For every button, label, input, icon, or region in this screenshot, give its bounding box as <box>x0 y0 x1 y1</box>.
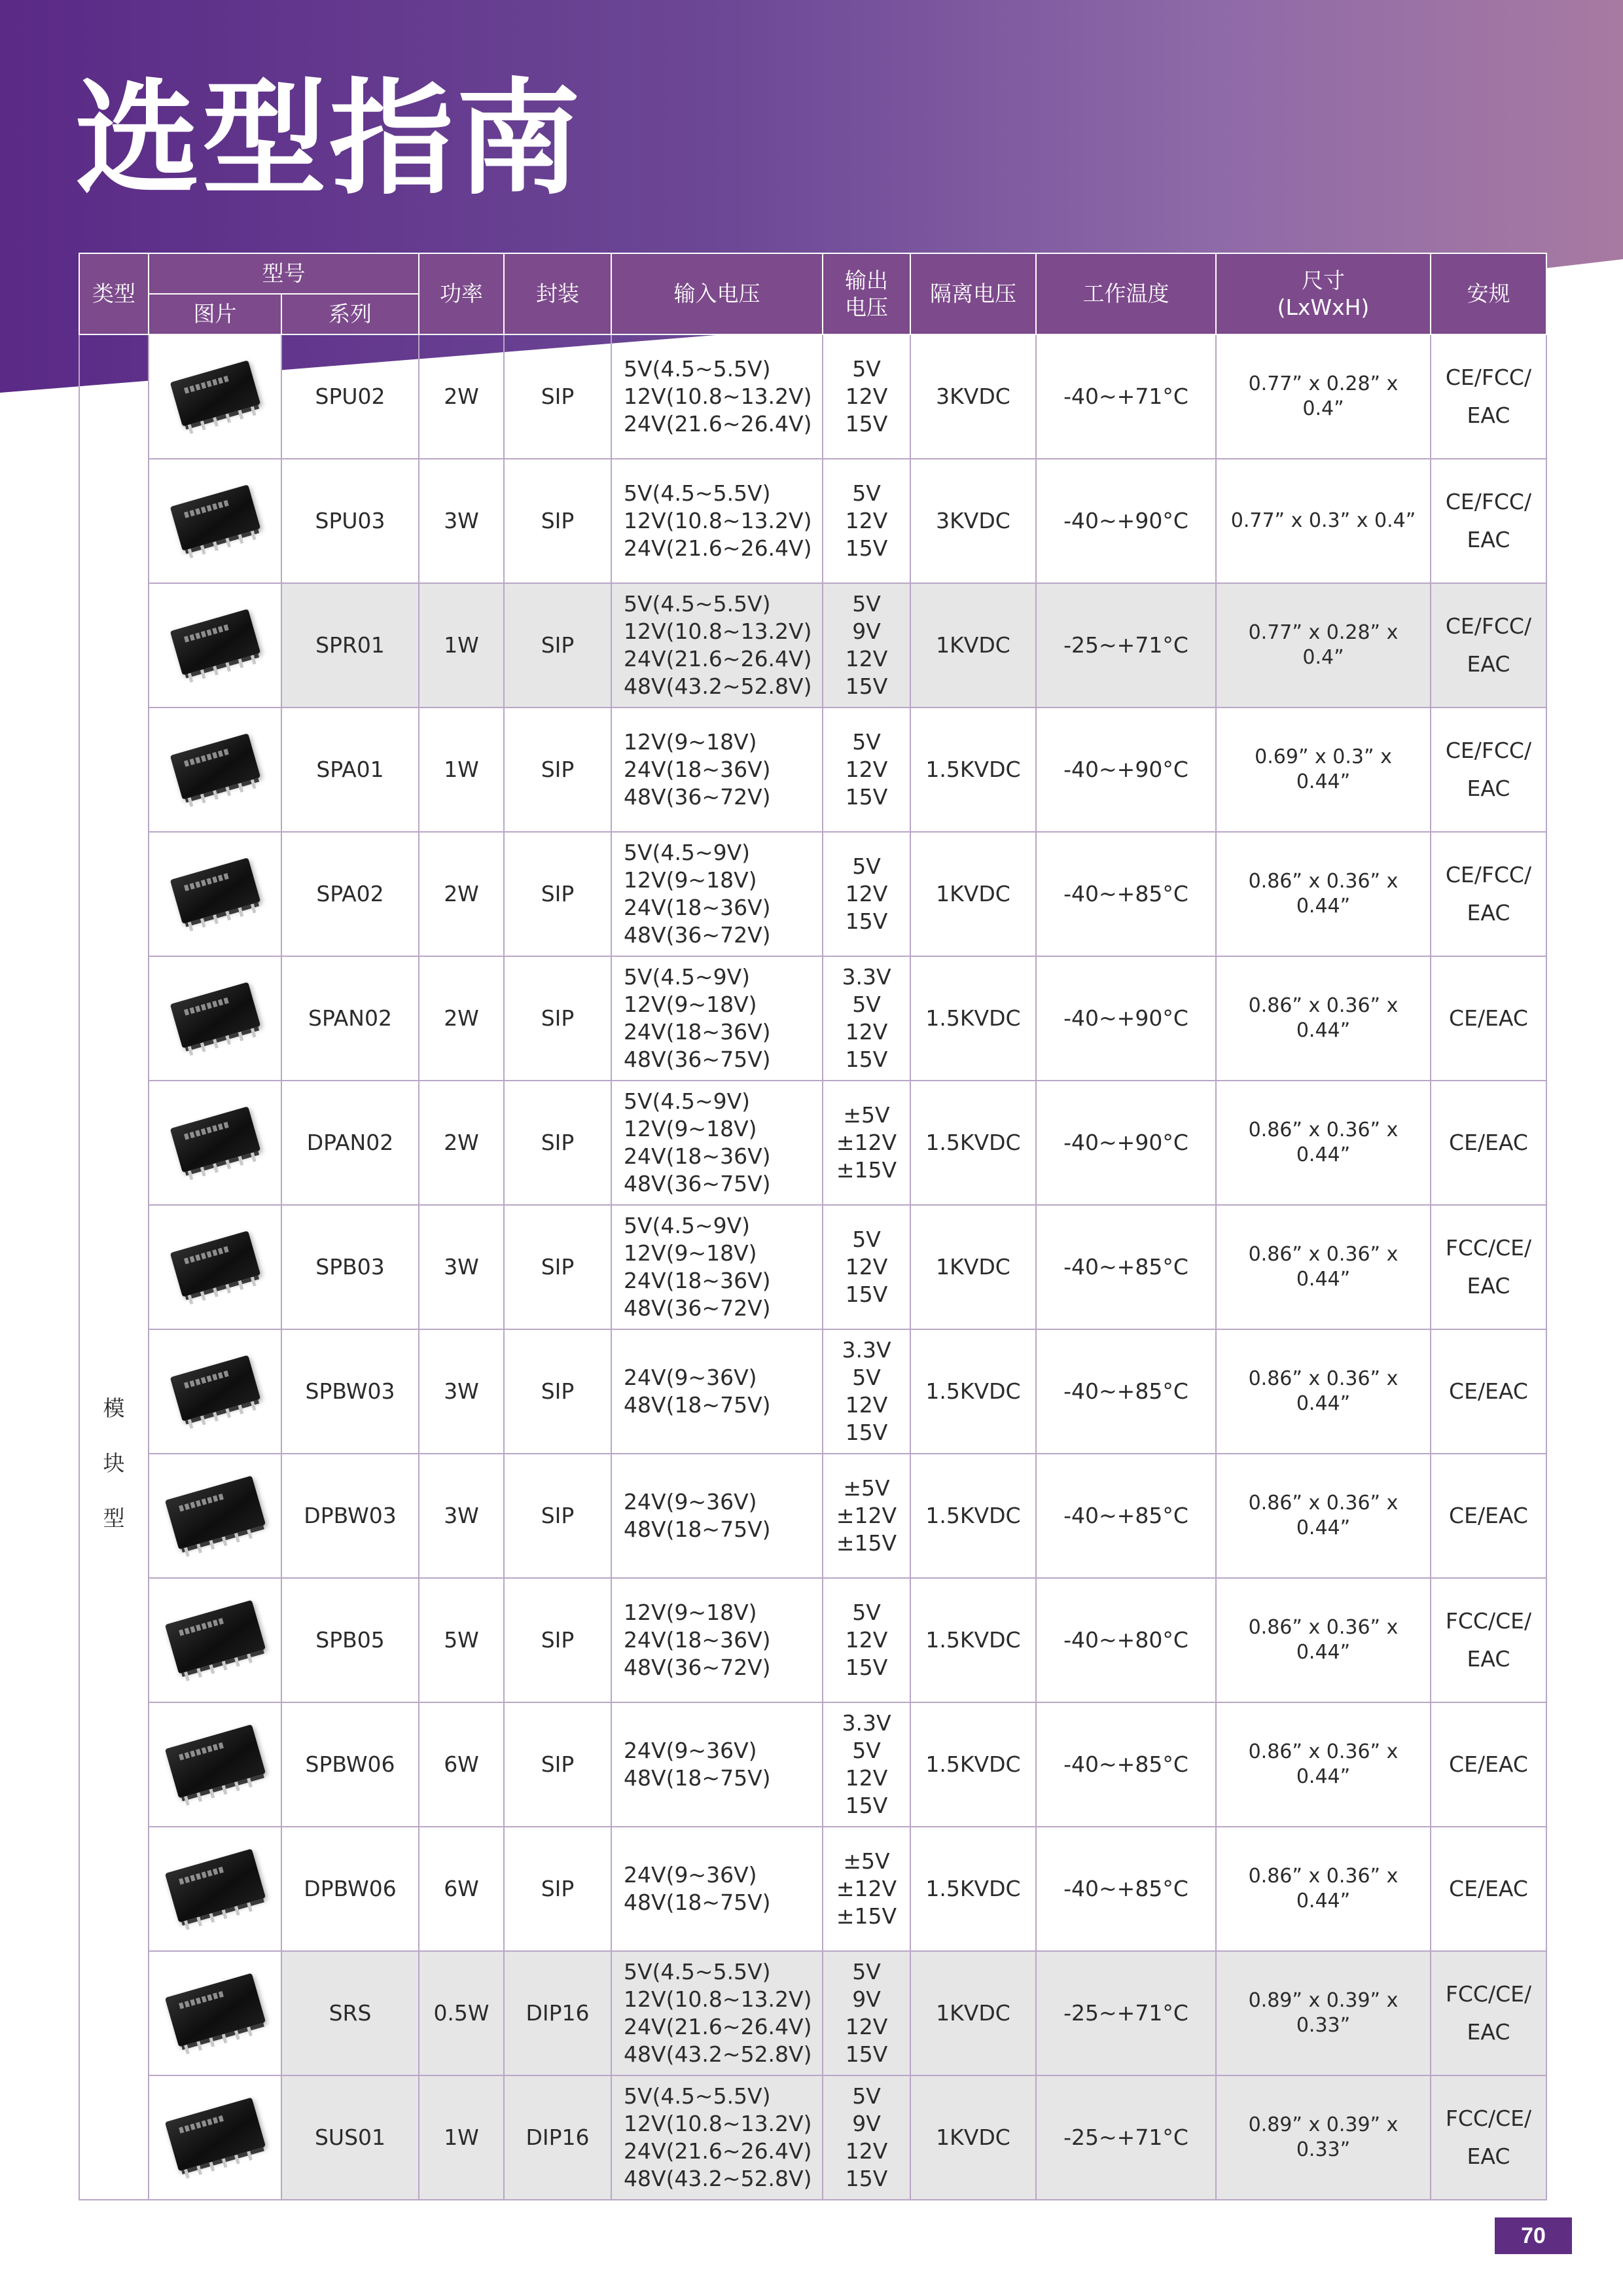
input-voltage-cell: 5V(4.5~5.5V) 12V(10.8~13.2V) 24V(21.6~26.4V) <box>611 334 823 459</box>
temperature-cell: -40~+85°C <box>1036 1454 1216 1578</box>
col-header-power: 功率 <box>419 253 504 334</box>
package-cell: DIP16 <box>504 2075 611 2200</box>
series-cell: SRS <box>281 1951 419 2075</box>
module-photo-icon <box>169 1230 260 1297</box>
cert-cell: FCC/CE/ EAC <box>1431 1951 1546 2075</box>
output-voltage-cell: ±5V ±12V ±15V <box>823 1454 910 1578</box>
output-voltage-cell: 5V 12V 15V <box>823 708 910 832</box>
temperature-cell: -40~+90°C <box>1036 1081 1216 1205</box>
product-photo <box>149 708 281 832</box>
cert-cell: FCC/CE/ EAC <box>1431 2075 1546 2200</box>
series-cell: DPAN02 <box>281 1081 419 1205</box>
series-cell: SPU03 <box>281 459 419 583</box>
series-cell: SPR01 <box>281 583 419 708</box>
cert-cell: CE/FCC/ EAC <box>1431 708 1546 832</box>
temperature-cell: -25~+71°C <box>1036 1951 1216 2075</box>
series-cell: SPA01 <box>281 708 419 832</box>
package-cell: SIP <box>504 583 611 708</box>
isolation-cell: 3KVDC <box>910 459 1036 583</box>
cert-cell: CE/EAC <box>1431 1329 1546 1454</box>
series-cell: DPBW03 <box>281 1454 419 1578</box>
module-photo-icon <box>164 1849 265 1923</box>
product-photo <box>149 1827 281 1951</box>
package-cell: SIP <box>504 1702 611 1827</box>
power-cell: 3W <box>419 1205 504 1329</box>
series-cell: SPAN02 <box>281 956 419 1081</box>
table-row <box>79 583 1546 708</box>
isolation-cell: 1KVDC <box>910 2075 1036 2200</box>
size-cell: 0.86” x 0.36” x 0.44” <box>1216 832 1431 956</box>
output-voltage-cell: 5V 12V 15V <box>823 1578 910 1702</box>
table-row <box>79 1827 1546 1951</box>
power-cell: 3W <box>419 1454 504 1578</box>
module-photo-icon <box>169 609 260 675</box>
package-cell: SIP <box>504 1578 611 1702</box>
series-cell: SPU02 <box>281 334 419 459</box>
isolation-cell: 1.5KVDC <box>910 708 1036 832</box>
temperature-cell: -25~+71°C <box>1036 2075 1216 2200</box>
power-cell: 3W <box>419 1329 504 1454</box>
col-header-isolation: 隔离电压 <box>910 253 1036 334</box>
cert-cell: CE/FCC/ EAC <box>1431 334 1546 459</box>
table-row <box>79 1702 1546 1827</box>
size-cell: 0.77” x 0.28” x 0.4” <box>1216 583 1431 708</box>
cert-cell: CE/EAC <box>1431 1702 1546 1827</box>
series-cell: SPBW06 <box>281 1702 419 1827</box>
size-cell: 0.86” x 0.36” x 0.44” <box>1216 1205 1431 1329</box>
isolation-cell: 1KVDC <box>910 1951 1036 2075</box>
size-cell: 0.89” x 0.39” x 0.33” <box>1216 2075 1431 2200</box>
package-cell: SIP <box>504 1454 611 1578</box>
output-voltage-cell: ±5V ±12V ±15V <box>823 1827 910 1951</box>
col-header-series: 系列 <box>281 294 419 334</box>
selection-guide-table <box>79 253 1547 2200</box>
package-cell: SIP <box>504 459 611 583</box>
cert-cell: FCC/CE/ EAC <box>1431 1205 1546 1329</box>
temperature-cell: -40~+90°C <box>1036 708 1216 832</box>
input-voltage-cell: 24V(9~36V) 48V(18~75V) <box>611 1702 823 1827</box>
package-cell: SIP <box>504 1205 611 1329</box>
size-cell: 0.77” x 0.3” x 0.4” <box>1216 459 1431 583</box>
isolation-cell: 1.5KVDC <box>910 1454 1036 1578</box>
output-voltage-cell: 3.3V 5V 12V 15V <box>823 956 910 1081</box>
input-voltage-cell: 12V(9~18V) 24V(18~36V) 48V(36~72V) <box>611 1578 823 1702</box>
table-row <box>79 1329 1546 1454</box>
product-photo <box>149 832 281 956</box>
page-title: 选型指南 <box>75 67 584 211</box>
temperature-cell: -40~+85°C <box>1036 1827 1216 1951</box>
cert-cell: FCC/CE/ EAC <box>1431 1578 1546 1702</box>
temperature-cell: -40~+85°C <box>1036 1702 1216 1827</box>
cert-cell: CE/EAC <box>1431 1454 1546 1578</box>
cert-cell: CE/FCC/ EAC <box>1431 459 1546 583</box>
output-voltage-cell: 5V 12V 15V <box>823 1205 910 1329</box>
size-cell: 0.86” x 0.36” x 0.44” <box>1216 1081 1431 1205</box>
cert-cell: CE/EAC <box>1431 1081 1546 1205</box>
temperature-cell: -40~+71°C <box>1036 334 1216 459</box>
module-photo-icon <box>169 360 260 426</box>
series-cell: DPBW06 <box>281 1827 419 1951</box>
module-photo-icon <box>164 2098 265 2172</box>
series-cell: SPB03 <box>281 1205 419 1329</box>
package-cell: SIP <box>504 832 611 956</box>
isolation-cell: 1.5KVDC <box>910 1578 1036 1702</box>
module-photo-icon <box>164 1600 265 1674</box>
package-cell: SIP <box>504 334 611 459</box>
size-cell: 0.69” x 0.3” x 0.44” <box>1216 708 1431 832</box>
input-voltage-cell: 5V(4.5~9V) 12V(9~18V) 24V(18~36V) 48V(36~75V) <box>611 1081 823 1205</box>
package-cell: SIP <box>504 1081 611 1205</box>
product-photo <box>149 1951 281 2075</box>
series-cell: SPA02 <box>281 832 419 956</box>
temperature-cell: -40~+90°C <box>1036 459 1216 583</box>
temperature-cell: -40~+85°C <box>1036 1205 1216 1329</box>
output-voltage-cell: 5V 12V 15V <box>823 334 910 459</box>
power-cell: 2W <box>419 832 504 956</box>
table-row <box>79 956 1546 1081</box>
input-voltage-cell: 12V(9~18V) 24V(18~36V) 48V(36~72V) <box>611 708 823 832</box>
output-voltage-cell: 5V 9V 12V 15V <box>823 583 910 708</box>
output-voltage-cell: ±5V ±12V ±15V <box>823 1081 910 1205</box>
isolation-cell: 1KVDC <box>910 583 1036 708</box>
power-cell: 1W <box>419 583 504 708</box>
module-photo-icon <box>169 733 260 799</box>
cert-cell: CE/FCC/ EAC <box>1431 832 1546 956</box>
power-cell: 3W <box>419 459 504 583</box>
power-cell: 1W <box>419 708 504 832</box>
input-voltage-cell: 5V(4.5~5.5V) 12V(10.8~13.2V) 24V(21.6~26.4V) <box>611 459 823 583</box>
table-row <box>79 1578 1546 1702</box>
temperature-cell: -25~+71°C <box>1036 583 1216 708</box>
module-photo-icon <box>169 1355 260 1421</box>
isolation-cell: 1.5KVDC <box>910 1827 1036 1951</box>
power-cell: 0.5W <box>419 1951 504 2075</box>
col-header-type: 类型 <box>79 253 149 334</box>
isolation-cell: 1KVDC <box>910 1205 1036 1329</box>
package-cell: SIP <box>504 1329 611 1454</box>
size-cell: 0.86” x 0.36” x 0.44” <box>1216 1454 1431 1578</box>
temperature-cell: -40~+85°C <box>1036 832 1216 956</box>
module-photo-icon <box>169 857 260 924</box>
product-photo <box>149 1081 281 1205</box>
table-row <box>79 708 1546 832</box>
temperature-cell: -40~+80°C <box>1036 1578 1216 1702</box>
cert-cell: CE/EAC <box>1431 1827 1546 1951</box>
power-cell: 2W <box>419 1081 504 1205</box>
output-voltage-cell: 5V 9V 12V 15V <box>823 1951 910 2075</box>
power-cell: 1W <box>419 2075 504 2200</box>
cert-cell: CE/FCC/ EAC <box>1431 583 1546 708</box>
series-cell: SPBW03 <box>281 1329 419 1454</box>
product-photo <box>149 1329 281 1454</box>
input-voltage-cell: 5V(4.5~9V) 12V(9~18V) 24V(18~36V) 48V(36~75V) <box>611 956 823 1081</box>
output-voltage-cell: 5V 9V 12V 15V <box>823 2075 910 2200</box>
col-header-picture: 图片 <box>149 294 281 334</box>
output-voltage-cell: 3.3V 5V 12V 15V <box>823 1702 910 1827</box>
col-header-package: 封装 <box>504 253 611 334</box>
product-photo <box>149 1205 281 1329</box>
output-voltage-cell: 5V 12V 15V <box>823 459 910 583</box>
module-photo-icon <box>169 982 260 1048</box>
product-photo <box>149 583 281 708</box>
input-voltage-cell: 5V(4.5~5.5V) 12V(10.8~13.2V) 24V(21.6~26.4V) 48V(43.2~52.8V) <box>611 2075 823 2200</box>
output-voltage-cell: 5V 12V 15V <box>823 832 910 956</box>
size-cell: 0.86” x 0.36” x 0.44” <box>1216 1329 1431 1454</box>
isolation-cell: 3KVDC <box>910 334 1036 459</box>
power-cell: 5W <box>419 1578 504 1702</box>
product-photo <box>149 459 281 583</box>
module-photo-icon <box>164 1476 265 1550</box>
input-voltage-cell: 5V(4.5~5.5V) 12V(10.8~13.2V) 24V(21.6~26.4V) 48V(43.2~52.8V) <box>611 583 823 708</box>
table-row <box>79 2075 1546 2200</box>
module-photo-icon <box>169 1106 260 1172</box>
isolation-cell: 1.5KVDC <box>910 1329 1036 1454</box>
package-cell: SIP <box>504 1827 611 1951</box>
size-cell: 0.77” x 0.28” x 0.4” <box>1216 334 1431 459</box>
isolation-cell: 1.5KVDC <box>910 956 1036 1081</box>
col-header-cert: 安规 <box>1431 253 1546 334</box>
product-photo <box>149 956 281 1081</box>
product-photo <box>149 1454 281 1578</box>
input-voltage-cell: 5V(4.5~9V) 12V(9~18V) 24V(18~36V) 48V(36~72V) <box>611 1205 823 1329</box>
col-header-temperature: 工作温度 <box>1036 253 1216 334</box>
table-row <box>79 1951 1546 2075</box>
power-cell: 2W <box>419 956 504 1081</box>
table-row <box>79 1454 1546 1578</box>
module-photo-icon <box>164 1725 265 1799</box>
module-photo-icon <box>164 1973 265 2047</box>
output-voltage-cell: 3.3V 5V 12V 15V <box>823 1329 910 1454</box>
category-cell: 模 块 型 <box>79 334 149 2200</box>
col-header-size: 尺寸 (LxWxH) <box>1216 253 1431 334</box>
isolation-cell: 1KVDC <box>910 832 1036 956</box>
package-cell: SIP <box>504 956 611 1081</box>
input-voltage-cell: 24V(9~36V) 48V(18~75V) <box>611 1827 823 1951</box>
cert-cell: CE/EAC <box>1431 956 1546 1081</box>
size-cell: 0.89” x 0.39” x 0.33” <box>1216 1951 1431 2075</box>
page-number: 70 <box>1495 2217 1572 2254</box>
product-photo <box>149 1578 281 1702</box>
temperature-cell: -40~+85°C <box>1036 1329 1216 1454</box>
temperature-cell: -40~+90°C <box>1036 956 1216 1081</box>
isolation-cell: 1.5KVDC <box>910 1702 1036 1827</box>
product-photo <box>149 2075 281 2200</box>
table-row <box>79 832 1546 956</box>
size-cell: 0.86” x 0.36” x 0.44” <box>1216 1702 1431 1827</box>
table-row <box>79 1205 1546 1329</box>
product-photo <box>149 1702 281 1827</box>
table-row <box>79 334 1546 459</box>
module-photo-icon <box>169 484 260 550</box>
col-header-output-voltage: 输出 电压 <box>823 253 910 334</box>
size-cell: 0.86” x 0.36” x 0.44” <box>1216 956 1431 1081</box>
package-cell: DIP16 <box>504 1951 611 2075</box>
table-row <box>79 1081 1546 1205</box>
size-cell: 0.86” x 0.36” x 0.44” <box>1216 1578 1431 1702</box>
power-cell: 6W <box>419 1827 504 1951</box>
package-cell: SIP <box>504 708 611 832</box>
power-cell: 2W <box>419 334 504 459</box>
isolation-cell: 1.5KVDC <box>910 1081 1036 1205</box>
input-voltage-cell: 5V(4.5~9V) 12V(9~18V) 24V(18~36V) 48V(36~72V) <box>611 832 823 956</box>
product-photo <box>149 334 281 459</box>
table-row <box>79 459 1546 583</box>
series-cell: SPB05 <box>281 1578 419 1702</box>
series-cell: SUS01 <box>281 2075 419 2200</box>
input-voltage-cell: 5V(4.5~5.5V) 12V(10.8~13.2V) 24V(21.6~26.4V) 48V(43.2~52.8V) <box>611 1951 823 2075</box>
input-voltage-cell: 24V(9~36V) 48V(18~75V) <box>611 1454 823 1578</box>
input-voltage-cell: 24V(9~36V) 48V(18~75V) <box>611 1329 823 1454</box>
col-header-model: 型号 <box>149 253 419 294</box>
size-cell: 0.86” x 0.36” x 0.44” <box>1216 1827 1431 1951</box>
col-header-input-voltage: 输入电压 <box>611 253 823 334</box>
power-cell: 6W <box>419 1702 504 1827</box>
